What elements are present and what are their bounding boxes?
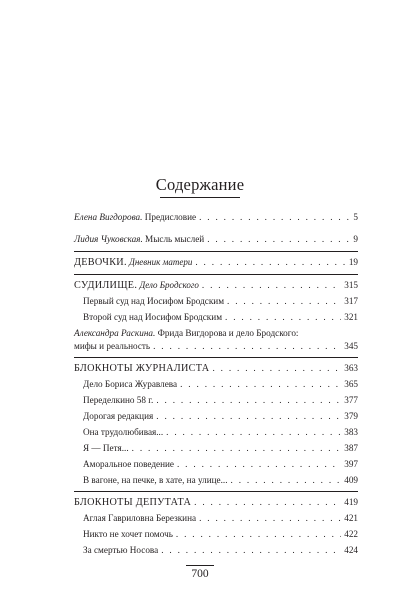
- toc-entry-title: Второй суд над Иосифом Бродским: [83, 312, 223, 322]
- toc-entry-page: 383: [344, 427, 358, 437]
- toc-entry-title: Я — Петя...: [83, 443, 129, 453]
- leader-dots: [195, 256, 345, 269]
- toc-entry-page: 19: [348, 257, 358, 267]
- leader-dots: [153, 340, 341, 353]
- toc-entry: [74, 340, 358, 353]
- toc-entry-page: 424: [344, 545, 358, 555]
- toc-entry-title: Переделкино 58 г.: [83, 395, 154, 405]
- toc-entry-title: Она трудолюбивая...: [83, 427, 164, 437]
- toc-entry-page: 409: [344, 475, 358, 485]
- toc-entry-title: Дорогая редакция: [83, 411, 154, 421]
- toc-entry-title: В вагоне, на печке, в хате, на улице...: [83, 475, 228, 485]
- toc-entry-first-line: [74, 327, 358, 340]
- leader-dots: [202, 279, 341, 292]
- leader-dots: [231, 474, 342, 487]
- toc-entry: [83, 458, 358, 471]
- toc-entry: [83, 544, 358, 557]
- toc-entry-page: 9: [353, 234, 358, 244]
- toc-section: [74, 362, 358, 375]
- section-divider: [74, 357, 358, 358]
- toc-entry-page: 321: [344, 312, 358, 322]
- toc-entry: [83, 474, 358, 487]
- toc-entry-page: 5: [353, 212, 358, 222]
- toc-section-title: БЛОКНОТЫ ДЕПУТАТА: [74, 497, 192, 508]
- leader-dots: [199, 512, 341, 525]
- toc-entry-author: Лидия Чуковская.: [74, 234, 143, 244]
- leader-dots: [199, 211, 350, 224]
- toc-section-title: БЛОКНОТЫ ЖУРНАЛИСТА: [74, 363, 210, 374]
- page-number: 700: [191, 568, 209, 580]
- toc-entry: [83, 410, 358, 423]
- toc-entry: [83, 528, 358, 541]
- leader-dots: [207, 233, 350, 246]
- toc-entry-title: Аморальное поведение: [83, 459, 174, 469]
- toc-entry-title: Мысль мыслей: [145, 234, 205, 244]
- toc-section: [74, 496, 358, 509]
- toc-entry-page: 317: [344, 296, 358, 306]
- toc-entry: [83, 378, 358, 391]
- leader-dots: [156, 394, 341, 407]
- toc-entry-title-continued: мифы и реальность: [74, 341, 151, 351]
- toc-section-title: ДЕВОЧКИ.: [74, 257, 127, 268]
- leader-dots: [156, 410, 341, 423]
- toc-entry-page: 315: [344, 280, 358, 290]
- folio-rule: [186, 565, 214, 566]
- leader-dots: [161, 544, 341, 557]
- leader-dots: [180, 378, 341, 391]
- toc-entry-title: Первый суд над Иосифом Бродским: [83, 296, 225, 306]
- leader-dots: [132, 442, 342, 455]
- section-divider: [74, 491, 358, 492]
- toc-entry: [83, 426, 358, 439]
- toc-entry-page: 363: [344, 363, 358, 373]
- toc-entry-title: Предисловие: [144, 212, 197, 222]
- leader-dots: [227, 295, 341, 308]
- toc-entry: [83, 295, 358, 308]
- section-divider: [74, 274, 358, 275]
- toc-entry-title: Никто не хочет помочь: [83, 529, 173, 539]
- toc-entry-author: Александра Раскина.: [74, 328, 156, 338]
- toc-section-title: СУДИЛИЩЕ.: [74, 280, 138, 291]
- leader-dots: [176, 528, 341, 541]
- page-title: Содержание: [155, 175, 245, 194]
- toc-entry: [83, 512, 358, 525]
- toc-entry: [83, 394, 358, 407]
- toc-section-subtitle: Дневник матери: [129, 257, 193, 267]
- toc-entry-page: 419: [344, 497, 358, 507]
- toc-entry: [74, 211, 358, 224]
- toc-entry-title: Фрида Вигдорова и дело Бродского:: [157, 328, 299, 338]
- leader-dots: [212, 362, 341, 375]
- toc-entry-page: 421: [344, 513, 358, 523]
- leader-dots: [194, 496, 341, 509]
- toc-entry-title: Аглая Гавриловна Березкина: [83, 513, 197, 523]
- toc-entry: [83, 442, 358, 455]
- section-divider: [74, 251, 358, 252]
- title-underline: [160, 197, 240, 198]
- toc-entry: [83, 311, 358, 324]
- toc-entry-page: 397: [344, 459, 358, 469]
- toc-entry-title: За смертью Носова: [83, 545, 159, 555]
- toc-entry: [74, 233, 358, 246]
- toc-entry-page: 377: [344, 395, 358, 405]
- leader-dots: [177, 458, 341, 471]
- toc-section: [74, 256, 358, 269]
- toc-section: [74, 279, 358, 292]
- toc-entry-page: 379: [344, 411, 358, 421]
- toc-entry-page: 345: [344, 341, 358, 351]
- toc-section-subtitle: Дело Бродского: [139, 280, 199, 290]
- toc-entry-page: 387: [344, 443, 358, 453]
- toc-entry-author: Елена Вигдорова.: [74, 212, 143, 222]
- leader-dots: [166, 426, 341, 439]
- toc-entry-page: 365: [344, 379, 358, 389]
- leader-dots: [225, 311, 341, 324]
- toc-entry-title: Дело Бориса Журавлева: [83, 379, 178, 389]
- toc-entry-page: 422: [344, 529, 358, 539]
